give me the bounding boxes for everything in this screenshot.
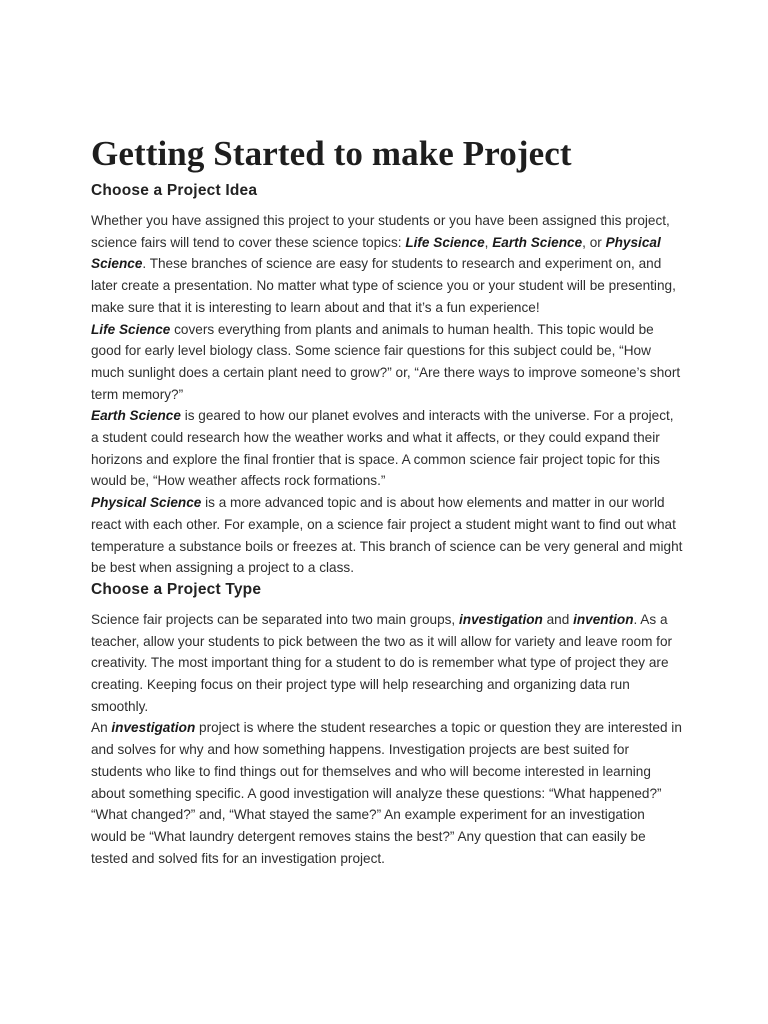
paragraph-intro-project-idea bbox=[91, 210, 683, 319]
text-run: and bbox=[542, 611, 574, 627]
text-run: is a more advanced topic and is about how elements and matter in our world react with each other. For example, on a science fair project a student might want to find out what temperature a substance boils or freezes at. This branch of science can be very general and might be best when assigning a project to a class. bbox=[91, 495, 683, 576]
emphasis-life-science: Life Science bbox=[405, 234, 485, 250]
document-body bbox=[91, 130, 683, 869]
paragraph-physical-science bbox=[91, 492, 683, 579]
emphasis-investigation: investigation bbox=[459, 611, 543, 627]
emphasis-physical-science: Physical Science bbox=[91, 234, 661, 272]
emphasis-earth-science: Earth Science bbox=[492, 234, 583, 250]
text-run: Science fair projects can be separated into two main groups, bbox=[91, 611, 459, 627]
text-run: is geared to how our planet evolves and interacts with the universe. For a project, a student could research how the weather works and what it affects, or they could expand their horizons and explore the final frontier that is space. A common science fair project topic for this would be, “How weather affects rock formations.” bbox=[91, 408, 674, 489]
term-life-science: Life Science bbox=[91, 321, 171, 337]
text-run: Whether you have assigned this project to your students or you have been assigned this project, science fairs will tend to cover these science topics: bbox=[91, 213, 670, 250]
paragraph-investigation bbox=[91, 717, 683, 869]
paragraph-earth-science bbox=[91, 405, 683, 492]
text-run: project is where the student researches a topic or question they are interested in and solves for why and how something happens. Investigation projects are best suited for students who like to find things out for themselves and who will become interested in learning about something specific. A good investigation will analyze these questions: “What happened?” “What changed?” and, “What stayed the same?” An example experiment for an investigation would be “What laundry detergent removes stains the best?” Any question that can easily be tested and solved fits for an investigation project. bbox=[91, 720, 682, 866]
text-run: . As a teacher, allow your students to pick between the two as it will allow for variety and leave room for creativity. The most important thing for a student to do is remember what type of project they are creating. Keeping focus on their project type will help researching and organizing data run smoothly. bbox=[91, 611, 673, 714]
text-run: covers everything from plants and animals to human health. This topic would be good for early level biology class. Some science fair questions for this subject could be, “How much sunlight does a certain plant need to grow?” or, “Are there ways to improve someone’s short term memory?” bbox=[91, 321, 681, 402]
paragraph-intro-project-type bbox=[91, 609, 683, 718]
text-run: An bbox=[91, 720, 112, 736]
section-heading-project-idea: Choose a Project Idea bbox=[91, 182, 258, 199]
text-run: . These branches of science are easy for students to research and experiment on, and later create a presentation. No matter what type of science you or your student will be presenting, make sure that it is interesting to learn about and that it’s a fun experience! bbox=[91, 256, 676, 315]
page-title: Getting Started to make Project bbox=[91, 134, 572, 173]
term-earth-science: Earth Science bbox=[91, 408, 181, 424]
term-physical-science: Physical Science bbox=[91, 495, 202, 511]
section-heading-project-type: Choose a Project Type bbox=[91, 580, 262, 598]
text-run: , bbox=[484, 234, 493, 250]
text-run: , or bbox=[582, 234, 606, 250]
paragraph-life-science bbox=[91, 319, 683, 406]
term-investigation: investigation bbox=[111, 720, 196, 736]
emphasis-invention: invention bbox=[573, 611, 634, 627]
